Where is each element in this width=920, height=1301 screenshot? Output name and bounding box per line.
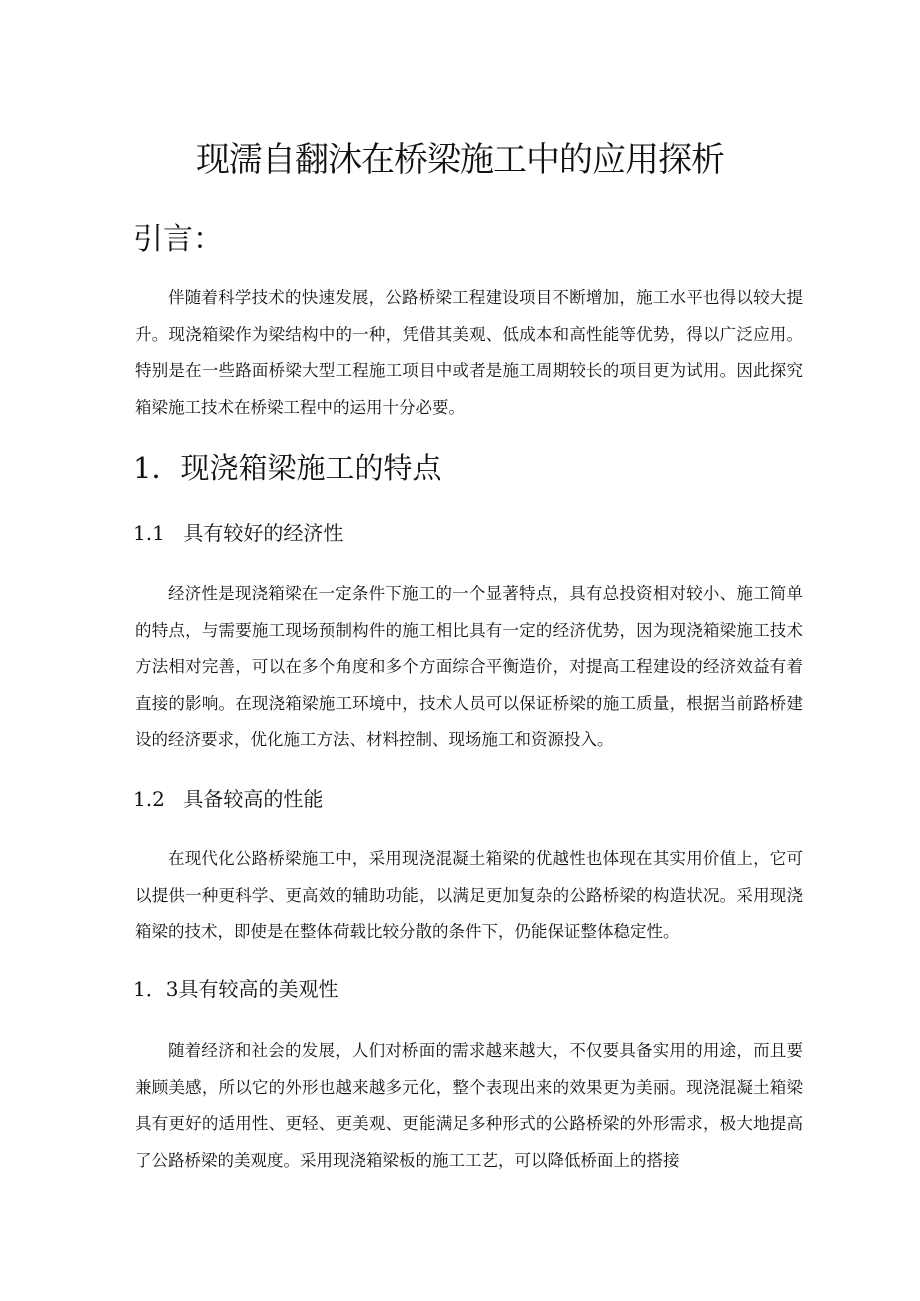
subsection-1-2-paragraph: 在现代化公路桥梁施工中，采用现浇混凝土箱梁的优越性也体现在其实用价值上，它可以提供一种更科学、更高效的辅助功能，以满足更加复杂的公路桥梁的构造状况。采用现浇箱梁的技术，即使是在整体荷载比较分散的条件下，仍能保证整体稳定性。 bbox=[135, 849, 803, 941]
subsection-number: 1.2 bbox=[133, 787, 165, 811]
subsection-title: 具有较好的经济性 bbox=[183, 521, 344, 545]
subsection-1-2-heading bbox=[133, 784, 323, 814]
document-title: 现濡自翻沐在桥梁施工中的应用探析 bbox=[196, 140, 724, 180]
subsection-1-3-heading: 1．3具有较高的美观性 bbox=[133, 977, 339, 1001]
intro-paragraph: 伴随着科学技术的快速发展，公路桥梁工程建设项目不断增加，施工水平也得以较大提升。现浇箱梁作为梁结构中的一种，凭借其美观、低成本和高性能等优势，得以广泛应用。特别是在一些路面桥梁大型工程施工项目中或者是施工周期较长的项目更为试用。因此探究箱梁施工技术在桥梁工程中的运用十分必要。 bbox=[135, 288, 803, 417]
subsection-number: 1.1 bbox=[133, 521, 165, 545]
subsection-1-3-paragraph: 随着经济和社会的发展，人们对桥面的需求越来越大，不仅要具备实用的用途，而且要兼顾美感，所以它的外形也越来越多元化，整个表现出来的效果更为美丽。现浇混凝土箱梁具有更好的适用性、更轻、更美观、更能满足多种形式的公路桥梁的外形需求，极大地提高了公路桥梁的美观度。采用现浇箱梁板的施工工艺，可以降低桥面上的搭接 bbox=[135, 1041, 803, 1170]
subsection-1-1-heading bbox=[133, 518, 343, 548]
subsection-1-1-paragraph: 经济性是现浇箱梁在一定条件下施工的一个显著特点，具有总投资相对较小、施工简单的特点，与需要施工现场预制构件的施工相比具有一定的经济优势，因为现浇箱梁施工技术方法相对完善，可以在多个角度和多个方面综合平衡造价，对提高工程建设的经济效益有着直接的影响。在现浇箱梁施工环境中，技术人员可以保证桥梁的施工质量，根据当前路桥建设的经济要求，优化施工方法、材料控制、现场施工和资源投入。 bbox=[135, 584, 803, 749]
section-1-heading: 1．现浇箱梁施工的特点 bbox=[133, 451, 442, 485]
subsection-title: 具备较高的性能 bbox=[183, 787, 324, 811]
intro-heading: 引言： bbox=[133, 222, 223, 257]
